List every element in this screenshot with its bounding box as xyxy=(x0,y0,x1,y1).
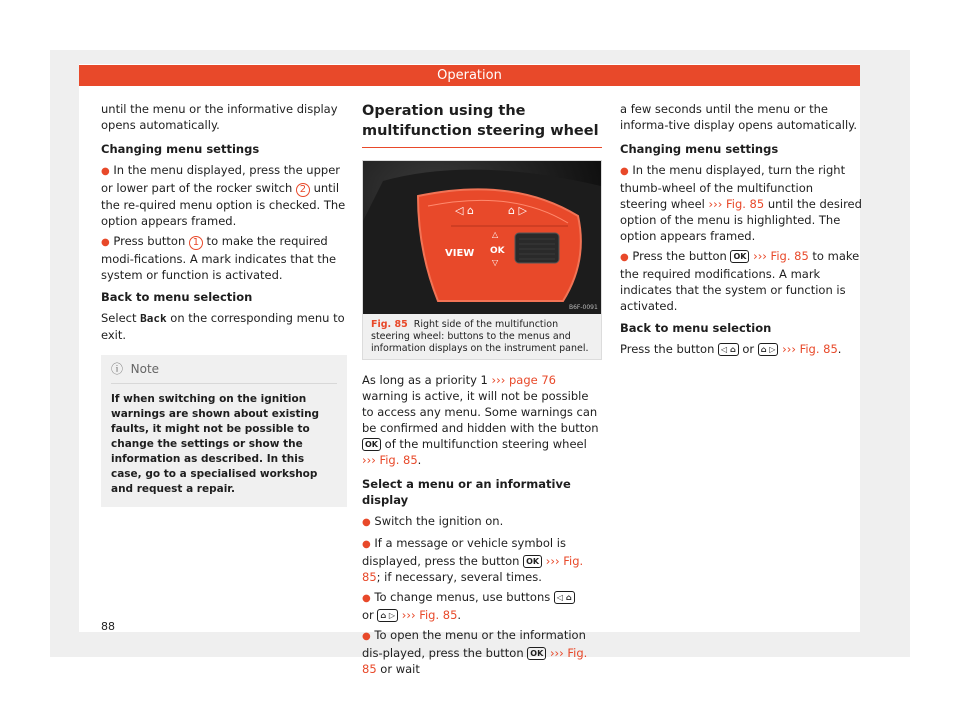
page-reference[interactable]: ››› page 76 xyxy=(491,373,556,387)
bullet-item: ● To change menus, use buttons ◁ ⌂ or ⌂ ▷ ››› Fig. 85. xyxy=(362,589,602,623)
paragraph: a few seconds until the menu or the informa-tive display opens automatically. xyxy=(620,102,857,132)
subheading: Back to menu selection xyxy=(620,321,772,335)
menu-left-key-icon: ◁ ⌂ xyxy=(554,591,575,604)
svg-text:⌂ ▷: ⌂ ▷ xyxy=(508,204,527,217)
bullet-item: ● Switch the ignition on. xyxy=(362,514,504,528)
figure-caption: Fig. 85 Right side of the multifunction steering wheel: buttons to the menus and information displays on the instrument panel. xyxy=(371,319,589,354)
menu-left-key-icon: ◁ ⌂ xyxy=(718,343,739,356)
bullet-dot: ● xyxy=(620,166,629,177)
figure-reference[interactable]: ››› Fig. 85 xyxy=(782,342,838,356)
middle-column xyxy=(362,101,602,681)
bullet-dot: ● xyxy=(101,166,110,177)
figure-reference[interactable]: ››› Fig. 85 xyxy=(401,608,458,622)
figure-reference[interactable]: ››› Fig. 85 xyxy=(362,646,588,676)
menu-right-key-icon: ⌂ ▷ xyxy=(758,343,779,356)
steering-wheel-illustration xyxy=(363,161,601,314)
bullet-item: ● To open the menu or the information dis-played, press the button OK ››› Fig. 85 or wait xyxy=(362,628,588,676)
figure-reference[interactable]: ››› Fig. 85 xyxy=(362,554,584,584)
bullet-dot: ● xyxy=(362,517,371,528)
menu-right-key-icon: ⌂ ▷ xyxy=(377,609,398,622)
figure-label: Fig. 85 xyxy=(371,319,408,330)
paragraph: until the menu or the informative display opens automatically. xyxy=(101,102,338,132)
bullet-item: ● If a message or vehicle symbol is displayed, press the button OK ››› Fig. 85; if necessary, several times. xyxy=(362,536,584,584)
figure-reference[interactable]: ››› Fig. 85 xyxy=(708,197,765,211)
svg-text:◁ ⌂: ◁ ⌂ xyxy=(455,204,474,217)
ok-key-icon: OK xyxy=(362,438,381,451)
callout-number: 2 xyxy=(296,183,310,197)
ok-key-icon: OK xyxy=(523,555,542,568)
bullet-item: ● Press button 1 to make the required modi-fications. A mark indicates that the system or function is activated. xyxy=(101,234,337,282)
bullet-item: ● In the menu displayed, press the upper or lower part of the rocker switch 2 until the re-quired menu option is checked. The option appears framed. xyxy=(101,163,346,228)
paragraph: Press the button ◁ ⌂ or ⌂ ▷ ››› Fig. 85. xyxy=(620,342,842,356)
bullet-item: ● In the menu displayed, turn the right thumb-wheel of the multifunction steering wheel ››› Fig. 85 until the desired option of the menu is highlighted. The option appears framed. xyxy=(620,163,862,243)
subheading: Changing menu settings xyxy=(101,142,260,156)
view-button-label: VIEW xyxy=(445,248,475,259)
bullet-dot: ● xyxy=(101,237,110,248)
ok-key-icon: OK xyxy=(730,250,749,263)
section-heading: Operation using the multifunction steering wheel xyxy=(362,101,602,148)
note-body: If when switching on the ignition warnings are shown about existing faults, it might not be possible to change the settings or show the information as described. In this case, go to a specialised workshop and request a repair. xyxy=(111,393,320,495)
bullet-item: ● Press the button OK ››› Fig. 85 to make the required modifications. A mark indicates that the system or function is activated. xyxy=(620,249,860,313)
steering-wheel-photo xyxy=(363,161,601,314)
subheading: Changing menu settings xyxy=(620,142,779,156)
note-title: ⓘ Note xyxy=(111,361,337,384)
subheading: Back to menu selection xyxy=(101,290,253,304)
bullet-dot: ● xyxy=(620,252,629,263)
menu-term: Back xyxy=(140,312,167,325)
paragraph: Select Back on the corresponding menu to exit. xyxy=(101,311,345,342)
bullet-dot: ● xyxy=(362,539,371,550)
info-icon: ⓘ xyxy=(111,362,124,376)
bullet-dot: ● xyxy=(362,593,371,604)
callout-number: 1 xyxy=(189,236,203,250)
note-box xyxy=(101,355,347,507)
svg-text:▽: ▽ xyxy=(492,258,499,267)
subheading: Select a menu or an informative display xyxy=(362,477,571,507)
right-column xyxy=(620,101,862,365)
figure-code: B6F-0091 xyxy=(569,304,598,311)
section-header: Operation xyxy=(79,65,860,86)
ok-key-icon: OK xyxy=(527,647,546,660)
figure-reference[interactable]: ››› Fig. 85 xyxy=(753,249,809,263)
left-column xyxy=(101,101,347,507)
figure-reference[interactable]: ››› Fig. 85 xyxy=(362,453,418,467)
svg-text:△: △ xyxy=(492,230,499,239)
paragraph: As long as a priority 1 ››› page 76 warning is active, it will not be possible to access any menu. Some warnings can be confirmed and hidden with the button OK of the multifunction steering wheel ››› Fig. 85. xyxy=(362,373,599,467)
ok-button-label: OK xyxy=(490,246,505,256)
bullet-dot: ● xyxy=(362,631,371,642)
figure xyxy=(362,160,602,360)
page-number: 88 xyxy=(101,620,115,633)
